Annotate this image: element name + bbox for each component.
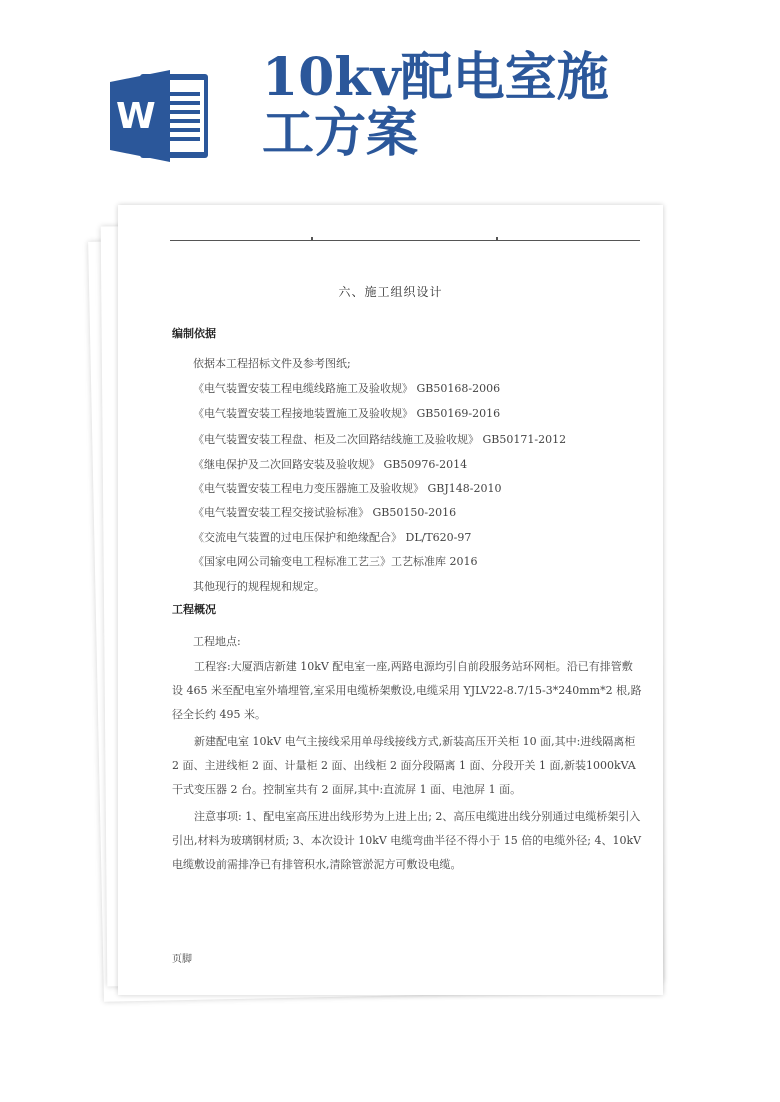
svg-text:W: W — [116, 96, 156, 137]
basis-item: 《电气装置安装工程接地装置施工及验收规》 GB50169-2016 — [193, 407, 501, 420]
basis-item: 《交流电气装置的过电压保护和绝缘配合》 DL/T620-97 — [193, 531, 472, 544]
document-title — [262, 47, 762, 164]
rule-tick — [496, 237, 498, 241]
project-location: 工程地点: — [193, 635, 241, 648]
notes-paragraph: 注意事项: 1、配电室高压进出线形势为上进上出; 2、高压电缆进出线分别通过电缆桥架引入引出,材料为玻璃钢材质; 3、本次设计 10kV 电缆弯曲半径不得小于 15 倍的电缆外径; 4、10kV 电缆敷设前需排净已有排管积水,清除管淤泥方可敷设电缆。 — [172, 810, 642, 871]
heading-basis: 编制依据 — [172, 327, 216, 340]
basis-item: 《国家电网公司输变电工程标准工艺三》工艺标准库 2016 — [193, 555, 478, 568]
basis-other: 其他现行的规程规和规定。 — [193, 580, 325, 593]
heading-overview: 工程概况 — [172, 603, 216, 616]
basis-item: 《电气装置安装工程电力变压器施工及验收规》 GBJ148-2010 — [193, 482, 502, 495]
title-line-2: 工方案 — [262, 103, 419, 164]
page-footer: 页脚 — [172, 954, 192, 965]
document-header — [0, 0, 780, 200]
basis-item: 《电气装置安装工程交接试验标准》 GB50150-2016 — [193, 506, 457, 519]
project-content-paragraph: 工程容:大厦酒店新建 10kV 配电室一座,两路电源均引自前段服务站环网柜。沿已有排管敷设 465 米至配电室外墙埋管,室采用电缆桥架敷设,电缆采用 YJLV22-8.7/15-3*240mm*2 根,路径全长约 495 米。 — [172, 660, 642, 721]
word-icon — [110, 70, 210, 162]
basis-intro: 依据本工程招标文件及参考图纸; — [193, 357, 351, 370]
new-room-paragraph: 新建配电室 10kV 电气主接线采用单母线接线方式,新装高压开关柜 10 面,其中:进线隔离柜 2 面、主进线柜 2 面、计量柜 2 面、出线柜 2 面分段隔离 1 面、分段开关 1 面,新装1000kVA 干式变压器 2 台。控制室共有 2 面屏,其中:直流屏 1 面、电池屏 1 面。 — [172, 735, 636, 796]
section-title: 六、施工组织设计 — [338, 285, 443, 299]
header-rule — [170, 240, 640, 241]
rule-tick — [311, 237, 313, 241]
title-line-1: 10kv配电室施 — [262, 47, 609, 108]
basis-item: 《电气装置安装工程电缆线路施工及验收规》 GB50168-2006 — [193, 382, 501, 395]
basis-item: 《电气装置安装工程盘、柜及二次回路结线施工及验收规》 GB50171-2012 — [193, 433, 567, 446]
basis-item: 《继电保护及二次回路安装及验收规》 GB50976-2014 — [193, 458, 468, 471]
document-page — [118, 205, 663, 995]
